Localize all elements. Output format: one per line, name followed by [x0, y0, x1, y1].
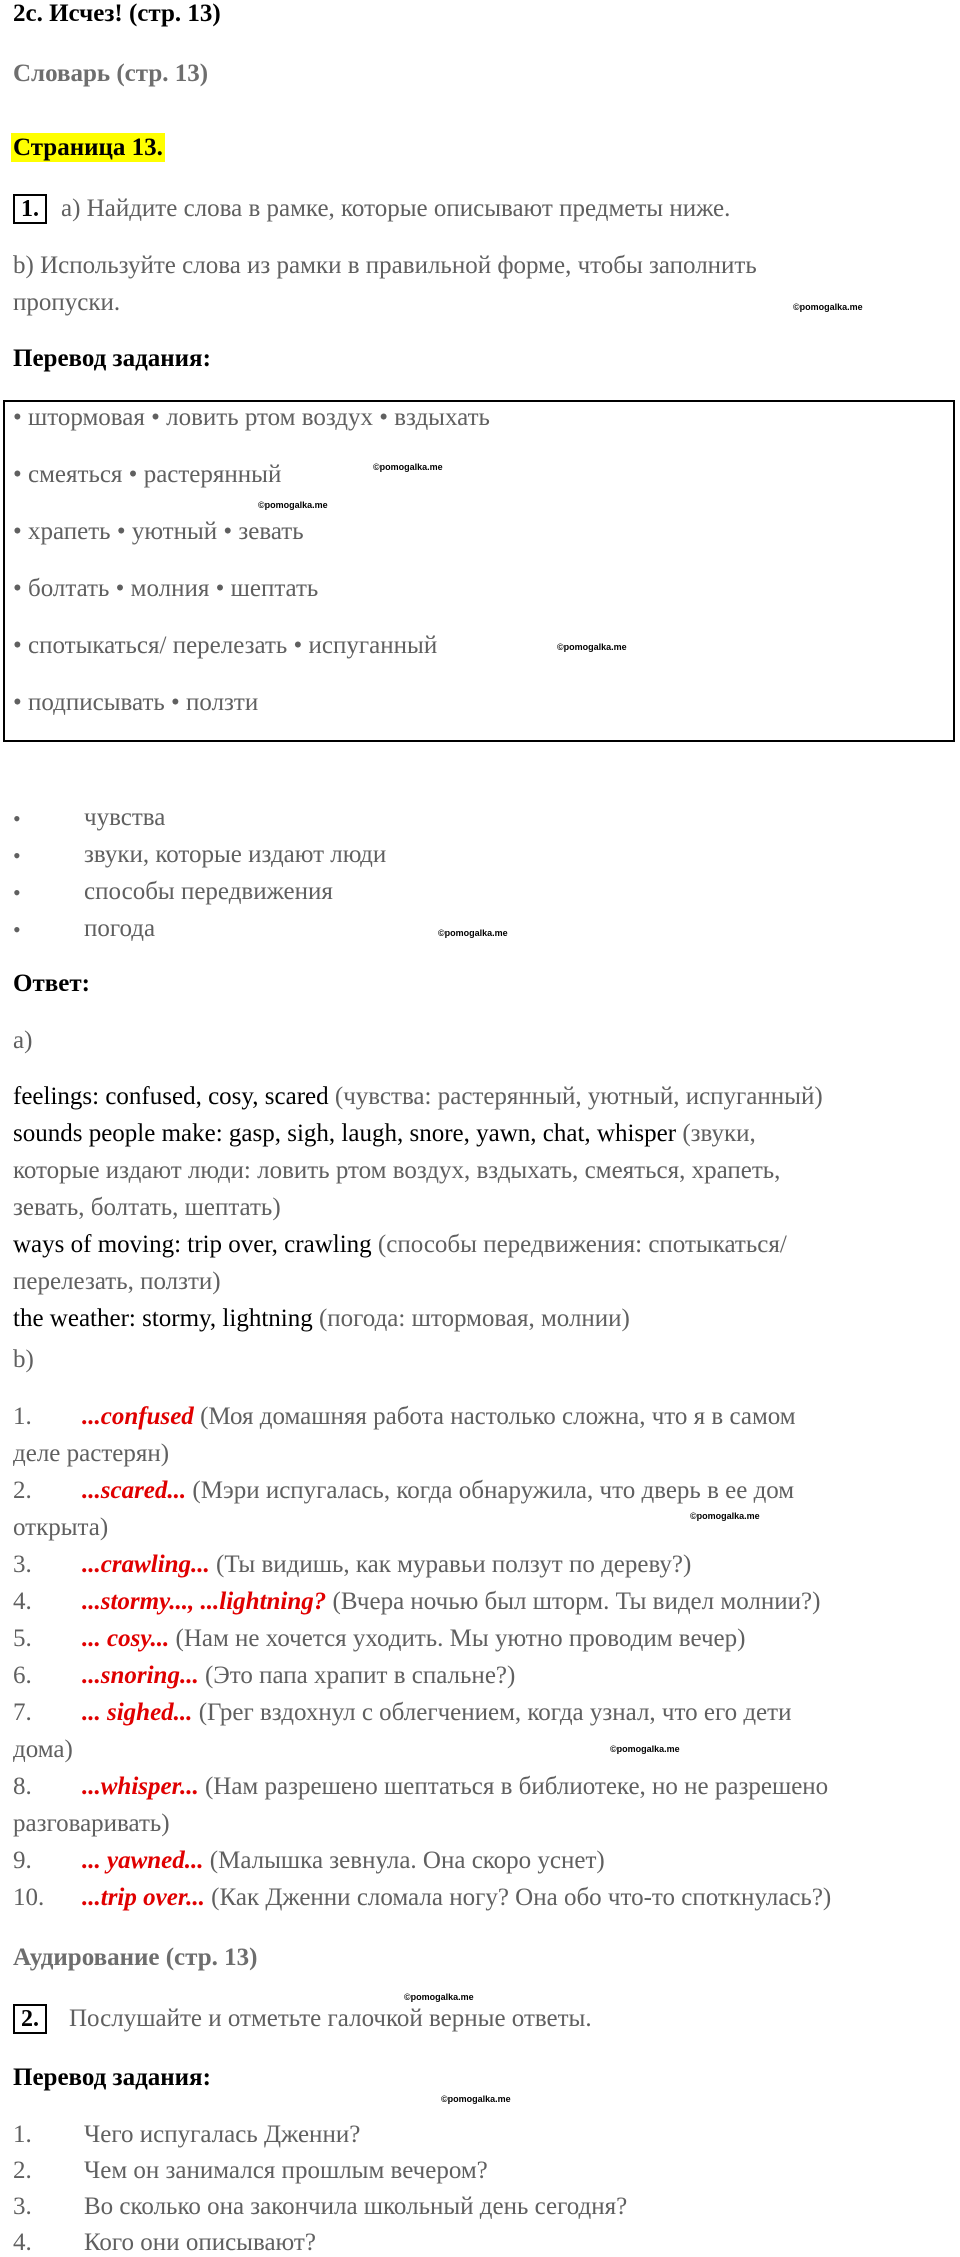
answer-a-line: the weather: stormy, lightning (погода: штормовая, молнии)	[13, 1305, 630, 1332]
word-box-line: • спотыкаться/ перелезать • испуганный	[13, 632, 438, 659]
bullet-dot: •	[13, 806, 21, 831]
answer-b-number: 1.	[13, 1403, 32, 1430]
answer-a-line: зевать, болтать, шептать)	[13, 1194, 281, 1221]
listening-heading: Аудирование (стр. 13)	[13, 1944, 258, 1971]
answer-b-number: 2.	[13, 1477, 32, 1504]
translation-heading: Перевод задания:	[13, 345, 211, 372]
category-item: чувства	[84, 804, 166, 831]
question-number: 4.	[13, 2229, 32, 2256]
page-label: Страница 13.	[13, 134, 163, 161]
answer-b-line: ...confused (Моя домашняя работа настолько сложна, что я в самом	[82, 1403, 796, 1430]
answer-b-line: ... cosy... (Нам не хочется уходить. Мы уютно проводим вечер)	[82, 1625, 746, 1652]
watermark: ©pomogalka.me	[258, 500, 328, 510]
answer-b-cont: разговаривать)	[13, 1810, 170, 1837]
answer-a-line: sounds people make: gasp, sigh, laugh, snore, yawn, chat, whisper (звуки,	[13, 1120, 756, 1147]
word-box-line: • смеяться • растерянный	[13, 461, 282, 488]
answer-heading: Ответ:	[13, 970, 90, 997]
answer-b-line: ... yawned... (Малышка зевнула. Она скоро уснет)	[82, 1847, 605, 1874]
question-text: Чем он занимался прошлым вечером?	[84, 2157, 488, 2184]
category-item: погода	[84, 915, 156, 942]
answer-b-number: 3.	[13, 1551, 32, 1578]
ex2-number-box: 2.	[13, 2004, 47, 2034]
answer-b-line: ...trip over... (Как Дженни сломала ногу? Она обо что-то споткнулась?)	[82, 1884, 832, 1911]
answer-b-number: 5.	[13, 1625, 32, 1652]
answer-a-line: ways of moving: trip over, crawling (способы передвижения: спотыкаться/	[13, 1231, 787, 1258]
ex2-task-text: Послушайте и отметьте галочкой верные ответы.	[69, 2005, 592, 2032]
watermark: ©pomogalka.me	[404, 1992, 474, 2002]
answer-b-line: ...snoring... (Это папа храпит в спальне?)	[82, 1662, 516, 1689]
category-item: звуки, которые издают люди	[84, 841, 387, 868]
answer-b-line: ... sighed... (Грег вздохнул с облегчением, когда узнал, что его дети	[82, 1699, 792, 1726]
watermark: ©pomogalka.me	[438, 928, 508, 938]
bullet-dot: •	[13, 843, 21, 868]
word-box-line: • болтать • молния • шептать	[13, 575, 319, 602]
ex1-number-box: 1.	[13, 194, 47, 224]
question-text: Кого они описывают?	[84, 2229, 316, 2256]
answer-a-label: a)	[13, 1027, 33, 1054]
ex1-b-line1: b) Используйте слова из рамки в правильной форме, чтобы заполнить	[13, 252, 757, 279]
word-box-line: • храпеть • уютный • зевать	[13, 518, 304, 545]
question-text: Во сколько она закончила школьный день сегодня?	[84, 2193, 628, 2220]
answer-b-line: ...whisper... (Нам разрешено шептаться в библиотеке, но не разрешено	[82, 1773, 829, 1800]
bullet-dot: •	[13, 917, 21, 942]
vocab-heading: Словарь (стр. 13)	[13, 60, 209, 87]
ex1-b-line2: пропуски.	[13, 289, 121, 316]
answer-b-label: b)	[13, 1346, 34, 1373]
watermark: ©pomogalka.me	[557, 642, 627, 652]
page-number-highlight	[11, 134, 165, 162]
question-number: 3.	[13, 2193, 32, 2220]
answer-b-cont: дома)	[13, 1736, 73, 1763]
answer-b-line: ...crawling... (Ты видишь, как муравьи ползут по дереву?)	[82, 1551, 692, 1578]
answer-a-line: feelings: confused, cosy, scared (чувства: растерянный, уютный, испуганный)	[13, 1083, 823, 1110]
category-item: способы передвижения	[84, 878, 333, 905]
question-number: 2.	[13, 2157, 32, 2184]
translation-heading-2: Перевод задания:	[13, 2064, 211, 2091]
watermark: ©pomogalka.me	[441, 2094, 511, 2104]
word-box-line: • подписывать • ползти	[13, 689, 259, 716]
watermark: ©pomogalka.me	[690, 1511, 760, 1521]
question-text: Чего испугалась Дженни?	[84, 2121, 361, 2148]
answer-b-cont: открыта)	[13, 1514, 109, 1541]
answer-b-number: 7.	[13, 1699, 32, 1726]
answer-b-line: ...stormy..., ...lightning? (Вчера ночью был шторм. Ты видел молнии?)	[82, 1588, 821, 1615]
page-title: 2c. Исчез! (стр. 13)	[13, 0, 221, 27]
answer-b-cont: деле растерян)	[13, 1440, 170, 1467]
ex1-part-a	[13, 194, 730, 224]
answer-b-number: 6.	[13, 1662, 32, 1689]
ex1-a-text: a) Найдите слова в рамке, которые описывают предметы ниже.	[61, 195, 731, 222]
watermark: ©pomogalka.me	[793, 302, 863, 312]
answer-b-number: 9.	[13, 1847, 32, 1874]
question-number: 1.	[13, 2121, 32, 2148]
answer-b-line: ...scared... (Мэри испугалась, когда обнаружила, что дверь в ее дом	[82, 1477, 795, 1504]
answer-b-number: 4.	[13, 1588, 32, 1615]
answer-b-number: 10.	[13, 1884, 45, 1911]
watermark: ©pomogalka.me	[373, 462, 443, 472]
watermark: ©pomogalka.me	[610, 1744, 680, 1754]
answer-a-line: перелезать, ползти)	[13, 1268, 221, 1295]
ex2-task	[13, 2004, 592, 2034]
word-box-line: • штормовая • ловить ртом воздух • вздыхать	[13, 404, 490, 431]
answer-b-number: 8.	[13, 1773, 32, 1800]
answer-a-line: которые издают люди: ловить ртом воздух, вздыхать, смеяться, храпеть,	[13, 1157, 781, 1184]
bullet-dot: •	[13, 880, 21, 905]
